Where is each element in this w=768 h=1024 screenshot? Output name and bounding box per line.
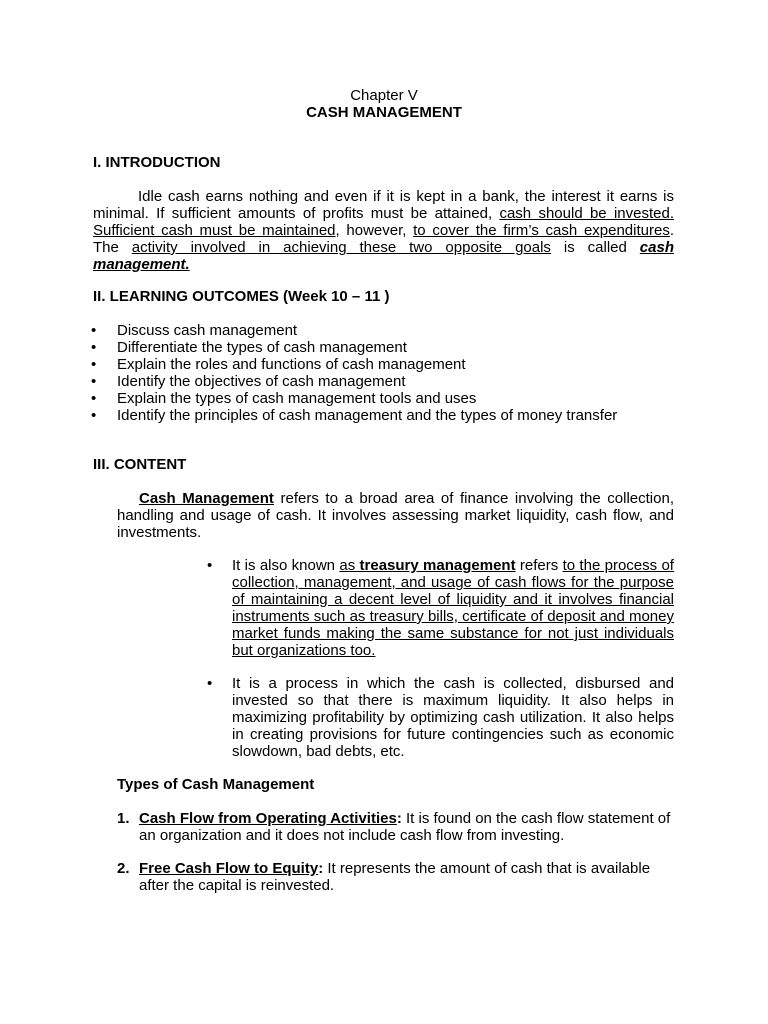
- outcome-text: Explain the types of cash management tools and uses: [117, 390, 477, 407]
- bullet-dot: •: [91, 339, 97, 356]
- text-run: Cash Management: [139, 490, 274, 507]
- outcome-item: [91, 322, 617, 339]
- bullet-dot: •: [91, 390, 97, 407]
- text-run: Sufficient cash must be maintained: [93, 222, 336, 239]
- intro-paragraph: [93, 188, 674, 273]
- liquidity-process-bullet: [232, 675, 674, 760]
- document-title: CASH MANAGEMENT: [306, 104, 462, 121]
- text-run: treasury management: [359, 557, 516, 574]
- text-run: refers to a broad area of finance involving the collection, handling and usage of cash. It involves assessing market liquidity, cash flow, and investments.: [117, 490, 674, 541]
- text-run: to the process of collection, management, and usage of cash flows for the purpose of maintaining a decent level of liquidity and it involves financial instruments such as treasury bills, certificate of deposit and money market funds making the same substance for not just individuals but organizations too.: [232, 557, 674, 659]
- text-run: , however,: [335, 222, 414, 239]
- text-run: :: [396, 810, 402, 827]
- text-run: Cash Flow from Operating Activities: [139, 810, 397, 827]
- outcome-text: Explain the roles and functions of cash management: [117, 356, 466, 373]
- types-heading: Types of Cash Management: [117, 776, 315, 793]
- bullet-dot: •: [207, 675, 213, 692]
- intro-heading: I. INTRODUCTION: [93, 154, 221, 171]
- text-run: It is also known: [232, 557, 340, 574]
- text-run: . The: [93, 222, 675, 256]
- type-operating-activities: [139, 810, 674, 844]
- text-run: :: [318, 860, 324, 877]
- outcome-item: [91, 373, 617, 390]
- text-run: as: [339, 557, 360, 574]
- outcome-text: Identify the objectives of cash management: [117, 373, 406, 390]
- cash-management-definition: [117, 490, 674, 541]
- type-free-cash-flow: [139, 860, 674, 894]
- text-run: to cover the firm’s cash expenditures: [413, 222, 670, 239]
- content-heading: III. CONTENT: [93, 456, 187, 473]
- outcome-text: Discuss cash management: [117, 322, 298, 339]
- text-run: activity involved in achieving these two opposite goals: [131, 239, 551, 256]
- text-run: cash management.: [93, 239, 674, 273]
- type-number: 1.: [117, 810, 130, 827]
- bullet-dot: •: [91, 373, 97, 390]
- outcome-item: [91, 390, 617, 407]
- bullet-dot: •: [207, 557, 213, 574]
- text-run: It is a process in which the cash is collected, disbursed and invested so that there is maximum liquidity. It also helps in maximizing profitability by optimizing cash utilization. It also helps in creating provisions for future contingencies such as economic slowdown, bad debts, etc.: [232, 675, 674, 760]
- outcome-item: [91, 356, 617, 373]
- text-run: Idle cash earns nothing and even if it is kept in a bank, the interest it earns is minimal. If sufficient amounts of profits must be attained,: [93, 188, 674, 222]
- outcome-item: [91, 407, 618, 424]
- text-run: cash should be invested.: [499, 205, 674, 222]
- outcomes-heading: II. LEARNING OUTCOMES (Week 10 – 11 ): [93, 288, 390, 305]
- outcome-text: Identify the principles of cash management and the types of money transfer: [117, 407, 618, 424]
- type-number: 2.: [117, 860, 130, 877]
- text-run: refers: [515, 557, 563, 574]
- outcomes-list: [91, 322, 618, 424]
- text-run: is called: [550, 239, 640, 256]
- treasury-management-bullet: [232, 557, 674, 659]
- text-run: It represents the amount of cash that is available after the capital is reinvested.: [139, 860, 651, 894]
- text-run: Free Cash Flow to Equity: [139, 860, 319, 877]
- outcome-text: Differentiate the types of cash management: [117, 339, 407, 356]
- bullet-dot: •: [91, 407, 97, 424]
- chapter-label: Chapter V: [350, 87, 418, 104]
- outcome-item: [91, 339, 617, 356]
- bullet-dot: •: [91, 322, 97, 339]
- bullet-dot: •: [91, 356, 97, 373]
- text-run: It is found on the cash flow statement of an organization and it does not include cash flow from investing.: [139, 810, 671, 844]
